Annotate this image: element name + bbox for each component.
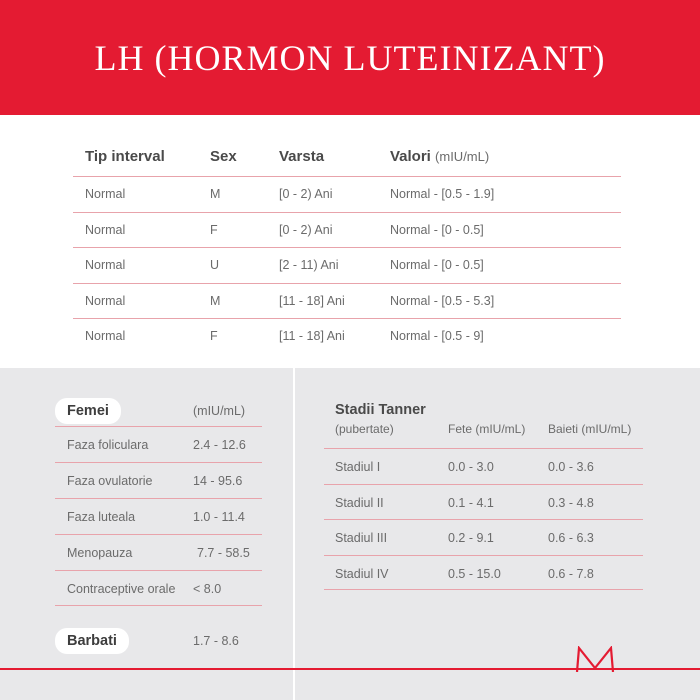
table-row [73, 283, 621, 319]
table-row [73, 176, 621, 212]
cell-tip: Normal [85, 329, 126, 343]
tanner-baieti-value: 0.3 - 4.8 [548, 495, 594, 510]
table-row [324, 555, 643, 591]
tanner-stage: Stadiul IV [335, 566, 389, 581]
header-valori-unit: (mIU/mL) [435, 149, 490, 164]
tanner-baieti-value: 0.6 - 6.3 [548, 531, 594, 545]
tanner-fete-value: 0.1 - 4.1 [448, 495, 494, 510]
cell-valori: Normal - [0.5 - 1.9] [390, 187, 495, 201]
cell-varsta: [0 - 2) Ani [279, 222, 333, 237]
cell-tip: Normal [85, 258, 126, 272]
header-sex: Sex [210, 148, 237, 165]
page-title: LH (HORMON LUTEINIZANT) [94, 37, 606, 78]
table-row [324, 448, 643, 484]
cell-valori: Normal - [0 - 0.5] [390, 258, 484, 272]
tanner-title: Stadii Tanner [335, 402, 426, 418]
reference-table [73, 140, 621, 354]
m-logo-icon [575, 646, 615, 672]
table-row [324, 519, 643, 555]
tanner-fete-value: 0.2 - 9.1 [448, 531, 494, 545]
cell-valori: Normal - [0 - 0.5] [390, 222, 484, 237]
barbati-value: 1.7 - 8.6 [193, 634, 239, 648]
tanner-table [324, 448, 643, 590]
title-banner [0, 0, 700, 115]
tanner-baieti-value: 0.6 - 7.8 [548, 566, 594, 581]
cell-varsta: [0 - 2) Ani [279, 187, 333, 201]
table-row [73, 318, 621, 354]
tanner-fete-value: 0.5 - 15.0 [448, 566, 501, 581]
cell-tip: Normal [85, 187, 126, 201]
femei-phase: Contraceptive orale [67, 582, 176, 596]
list-item [55, 426, 262, 462]
barbati-badge: Barbati [55, 628, 129, 654]
header-tip-interval: Tip interval [85, 148, 165, 165]
reference-table-header [73, 140, 621, 176]
tanner-baieti-value: 0.0 - 3.6 [548, 460, 594, 474]
femei-value: 14 - 95.6 [193, 474, 243, 488]
femei-phase: Faza foliculara [67, 438, 149, 452]
cell-sex: M [210, 187, 221, 201]
femei-value: 1.0 - 11.4 [193, 510, 245, 524]
femei-value: 7.7 - 58.5 [197, 546, 250, 560]
cell-tip: Normal [85, 222, 126, 237]
header-valori [390, 148, 489, 165]
femei-value: 2.4 - 12.6 [193, 438, 246, 452]
cell-valori: Normal - [0.5 - 5.3] [390, 293, 495, 308]
header-varsta: Varsta [279, 148, 325, 165]
cell-valori: Normal - [0.5 - 9] [390, 329, 484, 343]
cell-sex: F [210, 222, 218, 237]
cell-sex: U [210, 258, 220, 272]
femei-value: < 8.0 [193, 582, 222, 596]
tanner-header-fete: Fete (mIU/mL) [448, 422, 526, 436]
panel-divider [293, 368, 295, 700]
cell-tip: Normal [85, 293, 126, 308]
femei-table [55, 426, 262, 606]
tanner-header-baieti: Baieti (mIU/mL) [548, 422, 632, 436]
table-row [324, 484, 643, 520]
list-item [55, 570, 262, 606]
tanner-subtitle: (pubertate) [335, 422, 394, 436]
femei-phase: Faza ovulatorie [67, 474, 153, 488]
cell-varsta: [11 - 18] Ani [279, 293, 345, 308]
cell-varsta: [11 - 18] Ani [279, 329, 345, 343]
femei-phase: Menopauza [67, 546, 133, 560]
table-row [73, 212, 621, 248]
table-row [73, 247, 621, 283]
list-item [55, 462, 262, 498]
tanner-stage: Stadiul III [335, 531, 388, 545]
femei-badge: Femei [55, 398, 121, 424]
cell-sex: F [210, 329, 218, 343]
femei-phase: Faza luteala [67, 510, 136, 524]
tanner-stage: Stadiul I [335, 460, 381, 474]
cell-sex: M [210, 293, 221, 308]
tanner-fete-value: 0.0 - 3.0 [448, 460, 494, 474]
tanner-stage: Stadiul II [335, 495, 384, 510]
list-item [55, 498, 262, 534]
list-item [55, 534, 262, 570]
femei-unit: (mIU/mL) [193, 404, 246, 418]
header-valori-label: Valori [390, 148, 431, 165]
cell-varsta: [2 - 11) Ani [279, 258, 339, 272]
